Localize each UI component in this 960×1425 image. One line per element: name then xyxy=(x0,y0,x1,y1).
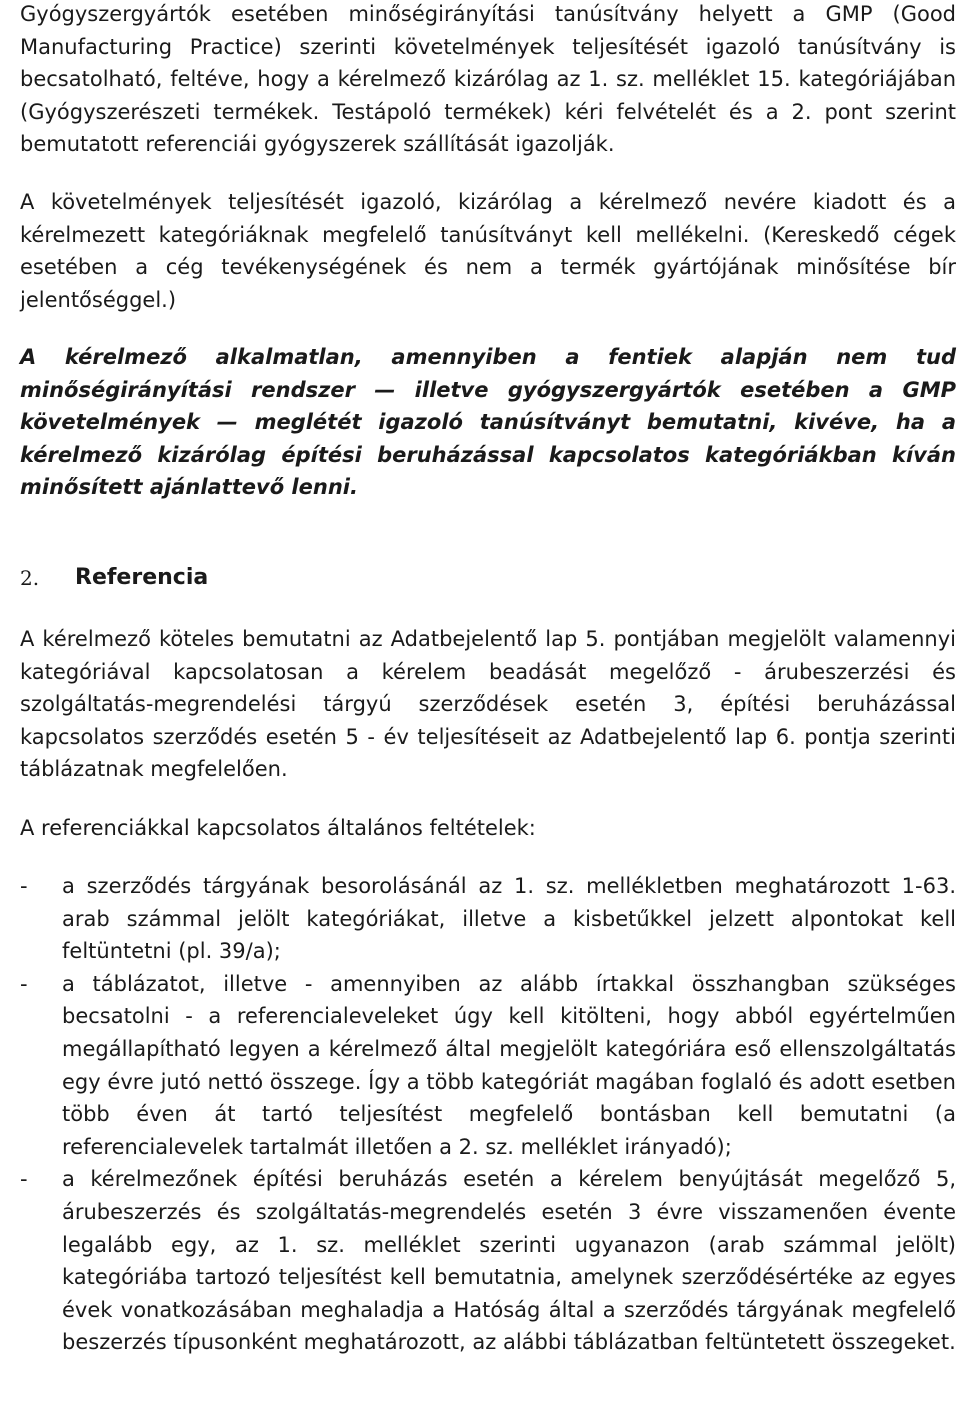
list-item-text: a kérelmezőnek építési beruházás esetén a kérelem benyújtását megelőző 5, árubeszerzés és szolgáltatás-megrendelés esetén 3 évre visszamenően évente legalább egy, az 1. sz. melléklet szerinti ugyanazon (arab számmal jelölt) kategóriába tartozó teljesítést kell bemutatnia, amelynek szerződésértéke az egyes évek vonatkozásában meghaladja a Hatóság által a szerződés tárgyának megfelelő beszerzés típusonként meghatározott, az alábbi táblázatban feltüntetett összegeket. xyxy=(62,1167,956,1355)
paragraph-ineligibility: A kérelmező alkalmatlan, amennyiben a fentiek alapján nem tud minőségirányítási rendszer — illetve gyógyszergyártók esetében a GMP követelmények — meglétét igazoló tanúsítványt bemutatni, kivéve, ha a kérelmező kizárólag építési beruházással kapcsolatos kategóriákban kíván minősített ajánlattevő lenni. xyxy=(20,345,956,500)
list-item xyxy=(20,870,956,968)
list-bullet: - xyxy=(20,1167,28,1192)
list-item xyxy=(20,1163,956,1359)
list-item-text: a táblázatot, illetve - amennyiben az alább írtakkal összhangban szükséges becsatolni - a referencialeveleket úgy kell kitölteni, hogy abból egyértelműen megállapítható legyen a kérelmező által megjelölt kategóriára eső ellenszolgáltatás egy évre jutó nettó összege. Így a több kategóriát magában foglaló és adott esetben több éven át tartó teljesítést megfelelő bontásban kell bemutatni (a referencialevelek tartalmát illetően a 2. sz. melléklet irányadó); xyxy=(62,971,956,1159)
conditions-list xyxy=(20,870,956,1359)
list-item xyxy=(20,968,956,1164)
list-bullet: - xyxy=(20,971,28,996)
section-heading xyxy=(20,561,956,595)
paragraph-reference-obligation: A kérelmező köteles bemutatni az Adatbejelentő lap 5. pontjában megjelölt valamennyi kategóriával kapcsolatosan a kérelem beadását megelőző - árubeszerzési és szolgáltatás-megrendelési tárgyú szerződések esetén 3, építési beruházással kapcsolatos szerződés esetén 5 - év teljesítéseit az Adatbejelentő lap 6. pontja szerinti táblázatnak megfelelően. xyxy=(20,627,956,782)
paragraph-certificate-requirements: A követelmények teljesítését igazoló, kizárólag a kérelmező nevére kiadott és a kérelmezett kategóriáknak megfelelő tanúsítványt kell mellékelni. (Kereskedő cégek esetében a cég tevékenységének és nem a termék gyártójának minősítése bír jelentőséggel.) xyxy=(20,190,956,312)
paragraph-general-conditions: A referenciákkal kapcsolatos általános feltételek: xyxy=(20,816,536,840)
section-title: Referencia xyxy=(75,565,209,590)
list-bullet: - xyxy=(20,874,28,898)
section-number: 2. xyxy=(20,566,40,590)
paragraph-gmp-certificate: Gyógyszergyártók esetében minőségirányítási tanúsítvány helyett a GMP (Good Manufacturing Practice) szerinti követelmények teljesítését igazoló tanúsítvány is becsatolható, feltéve, hogy a kérelmező kizárólag az 1. sz. melléklet 15. kategóriájában (Gyógyszerészeti termékek. Testápoló termékek) kéri felvételét és a 2. pont szerint bemutatott referenciái gyógyszerek szállítását igazolják. xyxy=(20,2,956,157)
list-item-text: a szerződés tárgyának besorolásánál az 1. sz. mellékletben meghatározott 1-63. arab számmal jelölt kategóriákat, illetve a kisbetűkkel jelzett alpontokat kell feltüntetni (pl. 39/a); xyxy=(62,874,956,964)
